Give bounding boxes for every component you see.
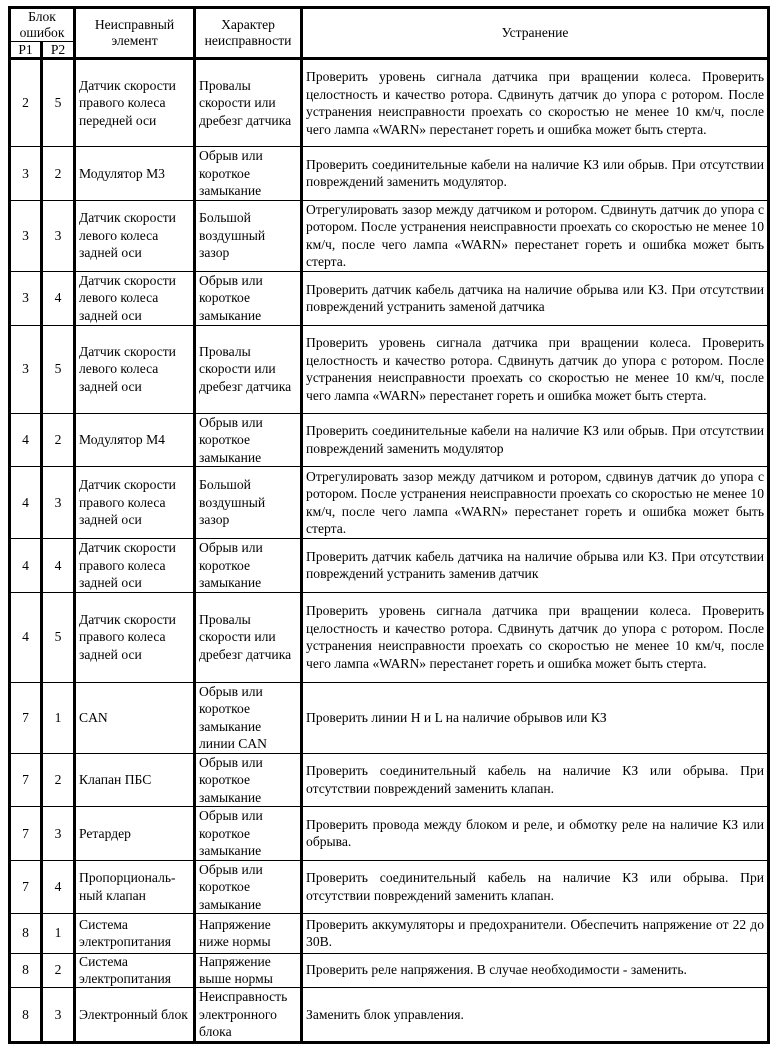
table-row: [10, 954, 769, 988]
fault-character: Обрыв или короткое замыкание: [195, 807, 302, 861]
p2-code: 5: [42, 592, 75, 682]
table-row: [10, 807, 769, 861]
faulty-element: CAN: [75, 682, 195, 753]
fault-character: Обрыв или короткое замыкание: [195, 539, 302, 593]
header-remedy: Устранение: [302, 8, 769, 59]
p1-code: 7: [10, 860, 42, 914]
faulty-element: Датчик скорости правого колеса задней оси: [75, 592, 195, 682]
remedy: Проверить аккумуляторы и предохранители. Обеспечить напряжение от 22 до 30В.: [302, 914, 769, 954]
table-row: [10, 59, 769, 147]
table-row: [10, 914, 769, 954]
fault-character: Обрыв или короткое замыкание: [195, 147, 302, 201]
remedy: Проверить уровень сигнала датчика при вращении колеса. Проверить целостность и качество ротора. Сдвинуть датчик до упора с ротором. После устранения неисправности проехать со скоростью не менее 10 км/ч, после чего лампа «WARN» перестанет гореть и ошибка может быть стерта.: [302, 592, 769, 682]
remedy: Проверить датчик кабель датчика на наличие обрыва или КЗ. При отсутствии повреждений устранить заменив датчик: [302, 539, 769, 593]
remedy: Проверить провода между блоком и реле, и обмотку реле на наличие КЗ или обрыва.: [302, 807, 769, 861]
faulty-element: Датчик скорости левого колеса задней оси: [75, 271, 195, 325]
p2-code: 4: [42, 271, 75, 325]
p1-code: 7: [10, 753, 42, 807]
p1-code: 7: [10, 682, 42, 753]
faulty-element: Пропорциональ-ный клапан: [75, 860, 195, 914]
faulty-element: Датчик скорости правого колеса задней оси: [75, 539, 195, 593]
faulty-element: Датчик скорости правого колеса передней оси: [75, 59, 195, 147]
table-row: [10, 539, 769, 593]
p2-code: 2: [42, 147, 75, 201]
table-row: [10, 413, 769, 467]
p1-code: 3: [10, 325, 42, 413]
p1-code: 7: [10, 807, 42, 861]
remedy: Заменить блок управления.: [302, 988, 769, 1043]
faulty-element: Датчик скорости правого колеса задней оси: [75, 467, 195, 539]
remedy: Проверить соединительные кабели на наличие КЗ или обрыв. При отсутствии повреждений заменить модулятор: [302, 413, 769, 467]
remedy: Проверить реле напряжения. В случае необходимости - заменить.: [302, 954, 769, 988]
p1-code: 8: [10, 914, 42, 954]
fault-character: Обрыв или короткое замыкание линии CAN: [195, 682, 302, 753]
p2-code: 5: [42, 325, 75, 413]
fault-character: Обрыв или короткое замыкание: [195, 860, 302, 914]
p1-code: 4: [10, 592, 42, 682]
remedy: Проверить соединительные кабели на наличие КЗ или обрыв. При отсутствии повреждений заменить модулятор.: [302, 147, 769, 201]
faulty-element: Система электропитания: [75, 954, 195, 988]
fault-character: Неисправность электронного блока: [195, 988, 302, 1043]
faulty-element: Клапан ПБС: [75, 753, 195, 807]
p2-code: 3: [42, 807, 75, 861]
table-row: [10, 467, 769, 539]
table-row: [10, 753, 769, 807]
header-p2: P2: [42, 42, 75, 59]
faulty-element: Система электропитания: [75, 914, 195, 954]
p1-code: 4: [10, 467, 42, 539]
p2-code: 2: [42, 954, 75, 988]
table-row: [10, 147, 769, 201]
remedy: Проверить уровень сигнала датчика при вращении колеса. Проверить целостность и качество ротора. Сдвинуть датчик до упора с ротором. После устранения неисправности проехать со скоростью не менее 10 км/ч, после чего лампа «WARN» перестанет гореть и ошибка может быть стерта.: [302, 325, 769, 413]
table-row: [10, 592, 769, 682]
fault-character: Напряжение выше нормы: [195, 954, 302, 988]
remedy: Проверить соединительный кабель на наличие КЗ или обрыва. При отсутствии повреждений заменить клапан.: [302, 753, 769, 807]
p2-code: 2: [42, 753, 75, 807]
faulty-element: Датчик скорости левого колеса задней оси: [75, 200, 195, 271]
p2-code: 3: [42, 467, 75, 539]
faulty-element: Ретардер: [75, 807, 195, 861]
p2-code: 1: [42, 682, 75, 753]
p1-code: 8: [10, 954, 42, 988]
p2-code: 4: [42, 539, 75, 593]
faulty-element: Датчик скорости левого колеса задней оси: [75, 325, 195, 413]
table-row: [10, 200, 769, 271]
p1-code: 4: [10, 539, 42, 593]
header-faulty-element: Неисправный элемент: [75, 8, 195, 59]
header-fault-character: Характер неисправности: [195, 8, 302, 59]
header-error-block: Блок ошибок: [10, 8, 75, 42]
fault-character: Напряжение ниже нормы: [195, 914, 302, 954]
p1-code: 8: [10, 988, 42, 1043]
fault-character: Обрыв или короткое замыкание: [195, 753, 302, 807]
p1-code: 3: [10, 200, 42, 271]
remedy: Проверить соединительный кабель на наличие КЗ или обрыва. При отсутствии повреждений заменить клапан.: [302, 860, 769, 914]
remedy: Проверить датчик кабель датчика на наличие обрыва или КЗ. При отсутствии повреждений устранить заменой датчика: [302, 271, 769, 325]
remedy: Отрегулировать зазор между датчиком и ротором, сдвинув датчик до упора с ротором. После устранения неисправности проехать со скоростью не менее 10 км/ч, после чего лампа «WARN» перестанет гореть и ошибка может быть стерта.: [302, 467, 769, 539]
table-row: [10, 860, 769, 914]
table-row: [10, 271, 769, 325]
p2-code: 4: [42, 860, 75, 914]
table-row: [10, 325, 769, 413]
fault-character: Обрыв или короткое замыкание: [195, 413, 302, 467]
p2-code: 2: [42, 413, 75, 467]
faulty-element: Электронный блок: [75, 988, 195, 1043]
faulty-element: Модулятор М3: [75, 147, 195, 201]
remedy: Проверить уровень сигнала датчика при вращении колеса. Проверить целостность и качество ротора. Сдвинуть датчик до упора с ротором. После устранения неисправности проехать со скоростью не менее 10 км/ч, после чего лампа «WARN» перестанет гореть и ошибка может быть стерта.: [302, 59, 769, 147]
header-p1: P1: [10, 42, 42, 59]
p2-code: 1: [42, 914, 75, 954]
p1-code: 4: [10, 413, 42, 467]
fault-character: Провалы скорости или дребезг датчика: [195, 325, 302, 413]
remedy: Проверить линии H и L на наличие обрывов или КЗ: [302, 682, 769, 753]
faulty-element: Модулятор М4: [75, 413, 195, 467]
fault-character: Обрыв или короткое замыкание: [195, 271, 302, 325]
p2-code: 3: [42, 988, 75, 1043]
p2-code: 3: [42, 200, 75, 271]
fault-character: Большой воздушный зазор: [195, 467, 302, 539]
remedy: Отрегулировать зазор между датчиком и ротором. Сдвинуть датчик до упора с ротором. После устранения неисправности проехать со скоростью не менее 10 км/ч, после чего лампа «WARN» перестанет гореть и ошибка может быть стерта.: [302, 200, 769, 271]
table-row: [10, 988, 769, 1043]
fault-character: Провалы скорости или дребезг датчика: [195, 592, 302, 682]
table-row: [10, 682, 769, 753]
p1-code: 3: [10, 271, 42, 325]
fault-character: Провалы скорости или дребезг датчика: [195, 59, 302, 147]
p1-code: 3: [10, 147, 42, 201]
p1-code: 2: [10, 59, 42, 147]
error-codes-table: [8, 6, 770, 1044]
fault-character: Большой воздушный зазор: [195, 200, 302, 271]
p2-code: 5: [42, 59, 75, 147]
